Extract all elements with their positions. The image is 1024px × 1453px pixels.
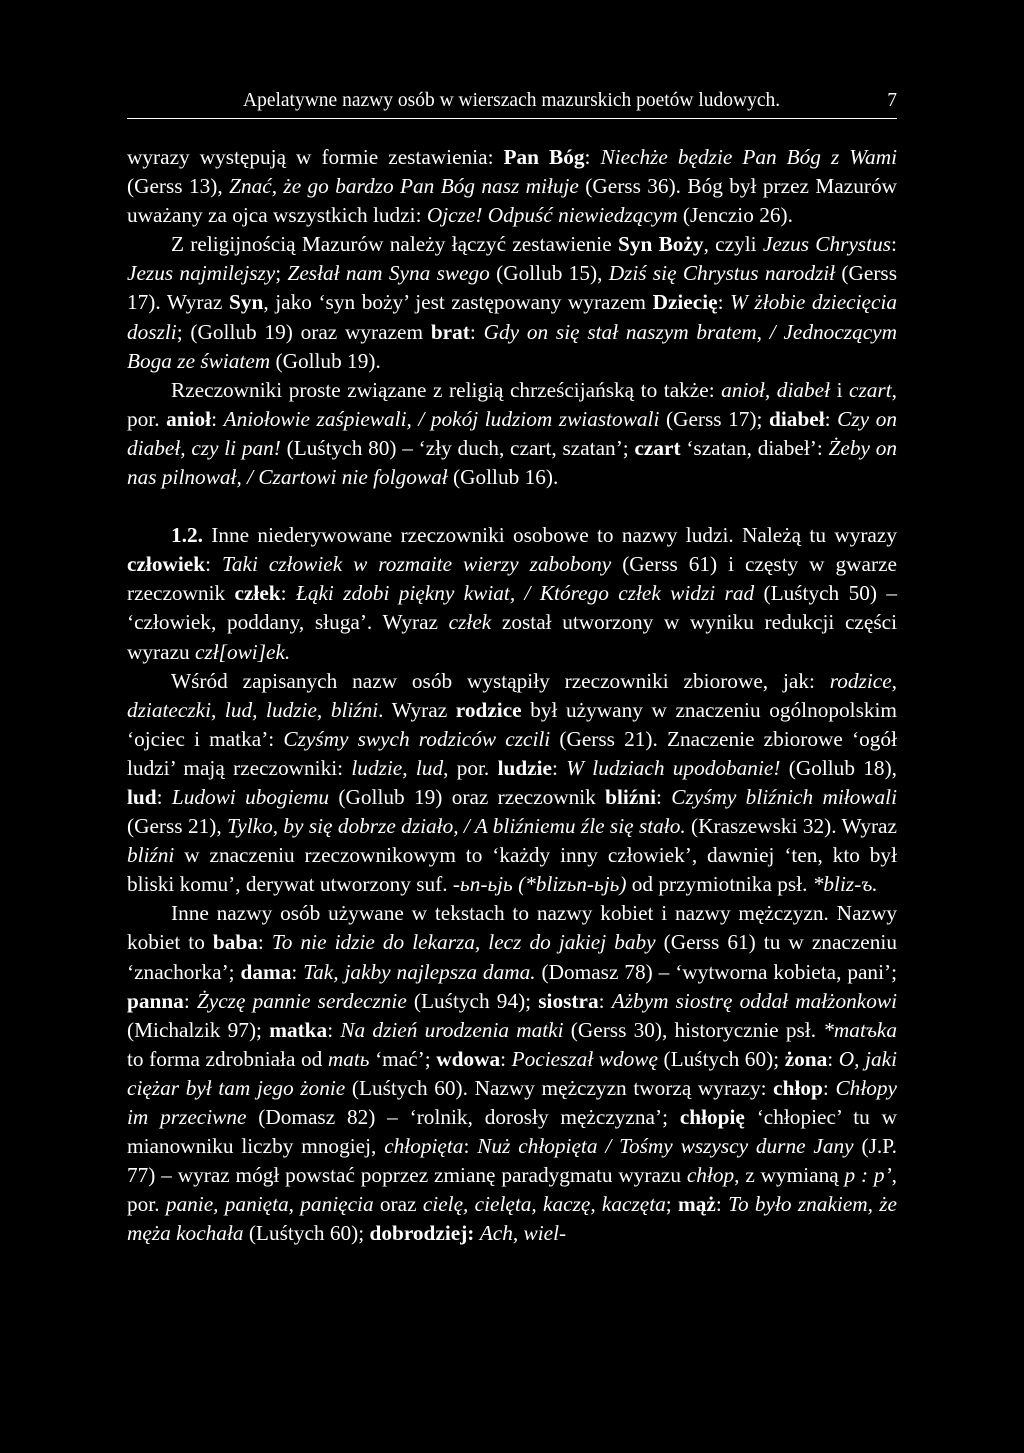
italic-quote: Taki człowiek w rozmaite wierzy zabobony — [221, 552, 612, 577]
text-run: (J.P. 77) – wyraz mógł powstać poprzez zmianę paradygmatu wyrazu — [127, 1134, 898, 1188]
bold-term: lud — [127, 784, 157, 809]
italic-quote: To było znakiem, że męża kochała — [127, 1192, 898, 1246]
text-run: : — [291, 959, 304, 984]
text-run: (Gollub 19). — [270, 348, 381, 373]
italic-quote: Czyśmy swych rodziców czcili — [283, 726, 551, 751]
text-run: ; — [665, 1192, 679, 1217]
italic-quote: W ludziach upodobanie! — [566, 755, 781, 780]
text-run: (Kraszewski 32). Wyraz — [685, 814, 897, 839]
text-run: , por. — [443, 755, 498, 780]
text-run: ‘mać’; — [369, 1046, 437, 1071]
text-run: (Gerss 61) i częsty w gwarze rzeczownik — [127, 552, 897, 606]
italic-quote: Gdy on się stał naszym bratem, / Jednoczącym Boga ze światem — [127, 319, 897, 373]
italic-quote: Jezus Chrystus — [762, 232, 892, 257]
italic-quote: Zesłał nam Syna swego — [287, 261, 490, 286]
text-run: (Domasz 82) – ‘rolnik, dorosły mężczyzna’; — [246, 1105, 680, 1129]
italic-quote: Tylko, by się dobrze działo, / A bliźniemu źle się stało. — [227, 814, 686, 839]
italic-quote: Tak, jakby najlepsza dama. — [303, 959, 536, 984]
italic-quote: Znać, że go bardzo Pan Bóg nasz miłuje — [229, 174, 579, 199]
text-run: (Gerss 30), historycznie psł. — [563, 1017, 824, 1042]
text-run: : — [891, 232, 897, 257]
text-run: (Luśtych 60); — [657, 1046, 785, 1071]
bold-term: diabeł — [769, 406, 825, 431]
paragraph — [127, 521, 897, 666]
italic-quote: O, jaki ciężar był tam jego żonie — [127, 1046, 897, 1100]
text-run: : — [552, 755, 567, 780]
italic-quote: p : p’ — [844, 1163, 892, 1188]
italic-quote: *bliz-ъ. — [812, 872, 878, 897]
text-run: (Gerss 21), — [127, 814, 227, 839]
bold-term: brat — [430, 319, 470, 344]
bold-term: Pan Bóg — [503, 145, 585, 169]
italic-quote: -ьn-ьjь (*blizьn-ьjь) — [452, 872, 627, 897]
paragraph — [127, 143, 897, 230]
italic-quote: matь — [327, 1046, 370, 1071]
bold-term: człek — [234, 581, 281, 606]
bold-term: matka — [269, 1017, 328, 1042]
paragraph — [127, 230, 897, 375]
italic-quote: W żłobie dziecięcia doszli — [127, 290, 898, 344]
italic-quote: Jezus najmilejszy — [127, 261, 276, 286]
running-head — [127, 88, 897, 119]
text-run: (Gerss 36). Bóg był przez Mazurów uważany za ojca wszystkich ludzi: — [127, 174, 897, 228]
italic-quote: Niechże będzie Pan Bóg z Wami — [600, 145, 897, 169]
italic-quote: panie, panięta, panięcia — [165, 1192, 374, 1217]
italic-quote: To nie idzie do lekarza, lecz do jakiej baby — [271, 930, 656, 955]
bold-term: Syn Boży — [617, 232, 704, 257]
italic-quote: Ach, wiel- — [479, 1221, 567, 1246]
text-run: został utworzony w wyniku redukcji części wyrazu — [127, 610, 897, 664]
italic-quote: człek — [448, 610, 492, 635]
italic-quote: Ażbym siostrę oddał małżonkowi — [611, 988, 897, 1013]
italic-quote: Na dzień urodzenia matki — [340, 1017, 564, 1042]
italic-quote: chłop — [686, 1163, 735, 1188]
italic-quote: czart — [849, 377, 892, 402]
body-text — [127, 143, 897, 1248]
italic-quote: Czyśmy bliźnich miłowali — [671, 784, 897, 809]
bold-term: człowiek — [127, 552, 206, 577]
text-run: (Gollub 19) oraz rzeczownik — [329, 784, 606, 809]
paragraph — [127, 376, 897, 492]
bold-term: czart — [634, 435, 681, 460]
text-run: : — [822, 1075, 836, 1100]
text-run: Rzeczowniki proste związane z religią chrześcijańską to także: — [171, 377, 722, 402]
italic-quote: chłopięta — [384, 1134, 464, 1159]
paragraph — [127, 899, 897, 1248]
text-run: : — [598, 988, 612, 1013]
text-run: , por. — [127, 1163, 897, 1217]
text-run: (Gollub 16). — [447, 465, 559, 490]
text-run: Z religijnością Mazurów należy łączyć zestawienie — [171, 232, 618, 257]
bold-term: rodzice — [455, 697, 522, 722]
italic-quote: cielę, cielęta, kaczę, kaczęta — [422, 1192, 666, 1217]
text-run: i — [830, 377, 850, 402]
bold-term: 1.2. — [171, 523, 203, 548]
text-run: ‘chłopiec’ tu w mianowniku liczby mnogiej, — [127, 1105, 897, 1159]
text-run: (Gerss 17); — [659, 406, 770, 431]
italic-quote: Czy on diabeł, czy li pan! — [127, 406, 897, 460]
italic-quote: Ludowi ubogiemu — [171, 784, 330, 809]
italic-quote: czł[owi]ek. — [195, 639, 291, 664]
text-run: : — [327, 1017, 341, 1042]
bold-term: siostra — [538, 988, 599, 1013]
text-run: wyrazy występują w formie zestawienia: — [127, 145, 504, 169]
text-run: (Luśtych 94); — [406, 988, 539, 1013]
text-run: : — [656, 784, 672, 809]
text-run: (Domasz 78) – ‘wytworna kobieta, pani’; — [535, 959, 898, 984]
text-run: (Gerss 13), — [127, 174, 230, 199]
text-run: (Gerss 61) tu w znaczeniu ‘znachorka’; — [127, 930, 897, 984]
italic-quote: Życzę pannie serdecznie — [196, 988, 407, 1013]
text-run: , z wymianą — [734, 1163, 845, 1188]
text-run: : — [717, 290, 731, 315]
text-run: (Luśtych 50) – ‘człowiek, poddany, sługa’. Wyraz — [127, 581, 898, 635]
text-run: był używany w znaczeniu ogólnopolskim ‘ojciec i matka’: — [127, 697, 897, 751]
bold-term: dama — [240, 959, 292, 984]
bold-term: anioł — [166, 406, 212, 431]
italic-quote: rodzice, dziateczki, lud, ludzie, bliźni — [127, 668, 897, 722]
text-run: : — [211, 406, 224, 431]
text-run: (Gollub 15), — [489, 261, 609, 286]
text-run: : — [469, 319, 484, 344]
bold-term: bliźni — [605, 784, 657, 809]
bold-term: baba — [212, 930, 258, 955]
text-run: : — [824, 406, 838, 431]
paragraph — [127, 667, 897, 900]
bold-term: chłopię — [679, 1105, 745, 1129]
text-run: (Luśtych 60); — [243, 1221, 370, 1246]
text-run: (Gerss 21). Znaczenie zbiorowe ‘ogół ludzi’ mają rzeczowniki: — [127, 726, 897, 780]
italic-quote: Żeby on nas pilnował, / Czartowi nie folgował — [127, 435, 897, 490]
text-run: : — [183, 988, 197, 1013]
italic-quote: Chłopy im przeciwne — [127, 1075, 897, 1129]
italic-quote: Aniołowie zaśpiewali, / pokój ludziom zwiastowali — [223, 406, 660, 431]
italic-quote: Dziś się Chrystus narodził — [608, 261, 836, 286]
bold-term: mąż — [678, 1192, 716, 1217]
text-run: : — [257, 930, 272, 955]
text-run: (Gollub 18), — [780, 755, 897, 780]
text-run: (Jenczio 26). — [677, 203, 793, 228]
italic-quote: Pocieszał wdowę — [511, 1046, 658, 1071]
text-run: , czyli — [703, 232, 763, 257]
bold-term: Dziecię — [652, 290, 718, 315]
running-head-title: Apelatywne nazwy osób w wierszach mazurskich poetów ludowych. — [243, 90, 781, 111]
text-run: , jako ‘syn boży’ jest zastępowany wyrazem — [263, 290, 653, 315]
text-run: ; — [275, 261, 288, 286]
text-run: w znaczeniu rzeczownikowym to ‘każdy inny człowiek’, dawniej ‘ten, kto był bliski komu’, derywat utworzony suf. — [127, 843, 897, 897]
italic-quote: anioł, diabeł — [721, 377, 831, 402]
text-run: (Luśtych 80) – ‘zły duch, czart, szatan’; — [280, 435, 635, 460]
text-run: : — [584, 145, 601, 169]
text-run: : — [156, 784, 172, 809]
text-run: Inne nazwy osób używane w tekstach to nazwy kobiet i nazwy mężczyzn. Nazwy kobiet to — [127, 901, 897, 955]
italic-quote: Łąki zdobi piękny kwiat, / Którego człek widzi rad — [295, 581, 755, 606]
text-run: : — [715, 1192, 729, 1217]
italic-quote: Nuż chłopięta / Tośmy wszyscy durne Jany — [477, 1134, 854, 1159]
text-run: : — [280, 581, 296, 606]
text-run: Wśród zapisanych nazw osób wystąpiły rzeczowniki zbiorowe, jak: — [171, 668, 830, 693]
text-run: : — [827, 1046, 839, 1071]
page-number: 7 — [887, 90, 897, 111]
text-run: (Gerss 17). Wyraz — [127, 261, 898, 315]
bold-term: wdowa — [436, 1046, 501, 1071]
text-run: od przymiotnika psł. — [626, 872, 813, 897]
bold-term: ludzie — [497, 755, 553, 780]
text-run: : — [500, 1046, 512, 1071]
bold-term: dobrodziej: — [369, 1221, 475, 1246]
italic-quote: bliźni — [127, 843, 175, 868]
text-run: : — [205, 552, 222, 577]
text-run: oraz — [373, 1192, 423, 1217]
text-run: , por. — [127, 377, 897, 431]
bold-term: żona — [784, 1046, 828, 1071]
text-run: (Michalzik 97); — [127, 1017, 270, 1042]
italic-quote: *matъka — [823, 1017, 898, 1042]
bold-term: Syn — [228, 290, 264, 315]
bold-term: panna — [127, 988, 184, 1013]
text-run: Inne niederywowane rzeczowniki osobowe to nazwy ludzi. Należą tu wyrazy — [202, 523, 897, 548]
text-run: : — [463, 1134, 478, 1159]
text-run: ; (Gollub 19) oraz wyrazem — [176, 319, 431, 344]
text-run: ‘szatan, diabeł’: — [680, 435, 829, 460]
italic-quote: ludzie, lud — [351, 755, 444, 780]
italic-quote: Ojcze! Odpuść niewiedzącym — [426, 203, 678, 228]
text-run: to forma zdrobniała od — [127, 1046, 328, 1071]
text-run: . Wyraz — [378, 697, 456, 722]
text-run: (Luśtych 60). Nazwy mężczyzn tworzą wyrazy: — [345, 1075, 774, 1100]
bold-term: chłop — [773, 1075, 823, 1100]
